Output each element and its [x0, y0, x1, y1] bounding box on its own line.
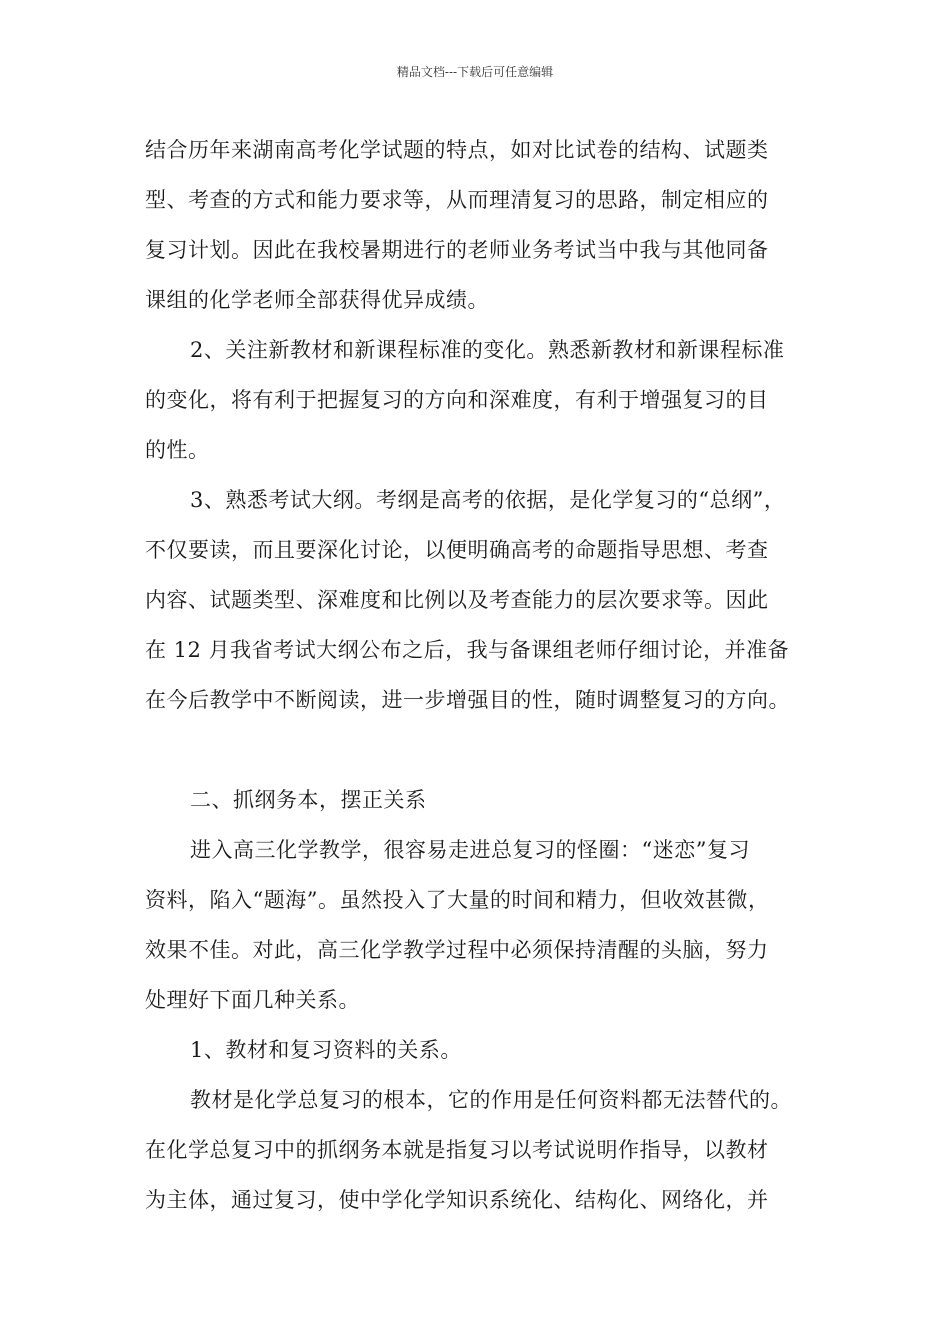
text-line: 教材是化学总复习的根本，它的作用是任何资料都无法替代的。	[190, 1088, 792, 1112]
text-line: 内容、试题类型、深难度和比例以及考查能力的层次要求等。因此	[145, 588, 769, 612]
text-line: 为主体，通过复习，使中学化学知识系统化、结构化、网络化，并	[145, 1188, 769, 1212]
text-line: 在化学总复习中的抓纲务本就是指复习以考试说明作指导，以教材	[145, 1138, 769, 1162]
text-line: 不仅要读，而且要深化讨论，以便明确高考的命题指导思想、考查	[145, 538, 769, 562]
page-header: 精品文档---下载后可任意编辑	[396, 65, 554, 79]
text-line: 的性。	[145, 438, 210, 462]
document-body	[145, 130, 825, 1230]
subsection-heading: 1、教材和复习资料的关系。	[190, 1038, 462, 1062]
text-line: 效果不佳。对此，高三化学教学过程中必须保持清醒的头脑，努力	[145, 938, 769, 962]
text-line: 型、考查的方式和能力要求等，从而理清复习的思路，制定相应的	[145, 188, 769, 212]
text-line: 3、熟悉考试大纲。考纲是高考的依据，是化学复习的“总纲”，	[190, 488, 786, 512]
paragraph-spacer	[145, 730, 825, 780]
text-line: 处理好下面几种关系。	[145, 988, 360, 1012]
text-line: 结合历年来湖南高考化学试题的特点，如对比试卷的结构、试题类	[145, 138, 769, 162]
text-line: 的变化，将有利于把握复习的方向和深难度，有利于增强复习的目	[145, 388, 769, 412]
text-line: 2、关注新教材和新课程标准的变化。熟悉新教材和新课程标准	[190, 338, 785, 362]
text-line: 复习计划。因此在我校暑期进行的老师业务考试当中我与其他同备	[145, 238, 769, 262]
section-heading: 二、抓纲务本，摆正关系	[190, 788, 427, 812]
text-line: 课组的化学老师全部获得优异成绩。	[145, 288, 489, 312]
text-line: 在 12 月我省考试大纲公布之后，我与备课组老师仔细讨论，并准备	[145, 638, 790, 662]
text-line: 在今后教学中不断阅读，进一步增强目的性，随时调整复习的方向。	[145, 688, 790, 712]
text-line: 进入高三化学教学，很容易走进总复习的怪圈：“迷恋”复习	[190, 838, 750, 862]
text-line: 资料，陷入“题海”。虽然投入了大量的时间和精力，但收效甚微，	[145, 888, 770, 912]
